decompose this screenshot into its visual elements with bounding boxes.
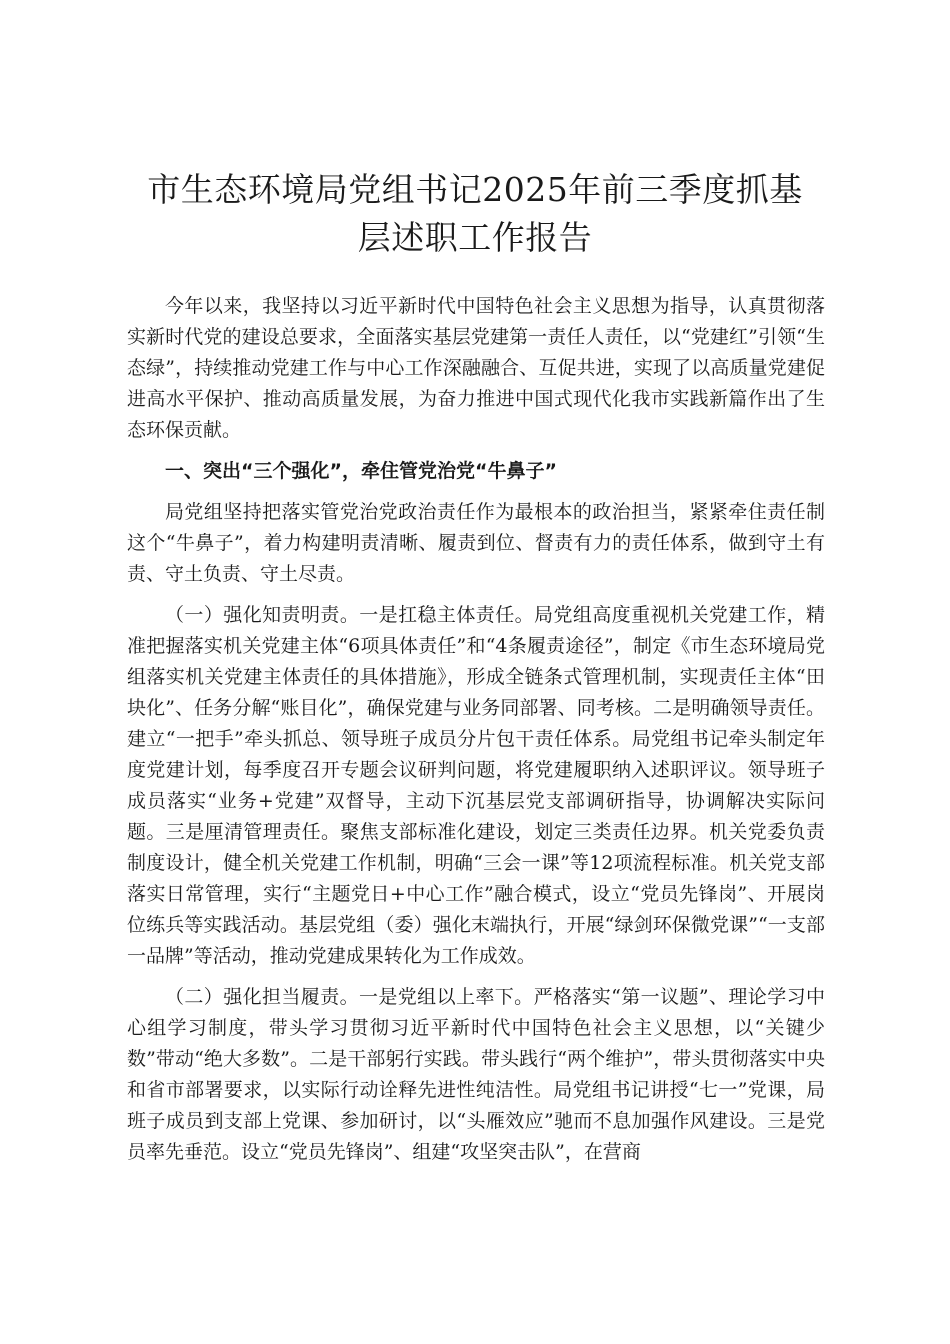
section-intro-paragraph: 局党组坚持把落实管党治党政治责任作为最根本的政治担当，紧紧牵住责任制这个“牛鼻子”，着力构建明责清晰、履责到位、督责有力的责任体系，做到守土有责、守土负责、守土尽责。 [127, 501, 825, 585]
subsection-paragraph-2: （二）强化担当履责。一是党组以上率下。严格落实“第一议题”、理论学习中心组学习制度，带头学习贯彻习近平新时代中国特色社会主义思想，以“关键少数”带动“绝大多数”。二是干部躬行实践。带头践行“两个维护”，带头贯彻落实中央和省市部署要求，以实际行动诠释先进性纯洁性。局党组书记讲授“七一”党课，局班子成员到支部上党课、参加研讨，以“头雁效应”驰而不息加强作风建设。三是党员率先垂范。设立“党员先锋岗”、组建“攻坚突击队”，在营商 [127, 986, 825, 1163]
subsection-paragraph-1: （一）强化知责明责。一是扛稳主体责任。局党组高度重视机关党建工作，精准把握落实机关党建主体“6项具体责任”和“4条履责途径”，制定《市生态环境局党组落实机关党建主体责任的具体措施》，形成全链条式管理机制，实现责任主体“田块化”、任务分解“账目化”，确保党建与业务同部署、同考核。二是明确领导责任。建立“一把手”牵头抓总、领导班子成员分片包干责任体系。局党组书记牵头制定年度党建计划，每季度召开专题会议研判问题，将党建履职纳入述职评议。领导班子成员落实“业务+党建”双督导，主动下沉基层党支部调研指导，协调解决实际问题。三是厘清管理责任。聚焦支部标准化建设，划定三类责任边界。机关党委负责制度设计，健全机关党建工作机制，明确“三会一课”等12项流程标准。机关党支部落实日常管理，实行“主题党日+中心工作”融合模式，设立“党员先锋岗”、开展岗位练兵等实践活动。基层党组（委）强化末端执行，开展“绿剑环保微党课”“一支部一品牌”等活动，推动党建成果转化为工作成效。 [127, 604, 825, 967]
title-line-1: 市生态环境局党组书记2025年前三季度抓基 [147, 170, 803, 209]
section-heading: 一、突出“三个强化”，牵住管党治党“牛鼻子” [165, 460, 557, 482]
title-line-2: 层述职工作报告 [357, 218, 593, 257]
intro-paragraph: 今年以来，我坚持以习近平新时代中国特色社会主义思想为指导，认真贯彻落实新时代党的建设总要求，全面落实基层党建第一责任人责任，以“党建红”引领“生态绿”，持续推动党建工作与中心工作深融融合、互促共进，实现了以高质量党建促进高水平保护、推动高质量发展，为奋力推进中国式现代化我市实践新篇作出了生态环保贡献。 [127, 295, 825, 441]
document-body [127, 291, 825, 1178]
document-title [100, 166, 850, 262]
